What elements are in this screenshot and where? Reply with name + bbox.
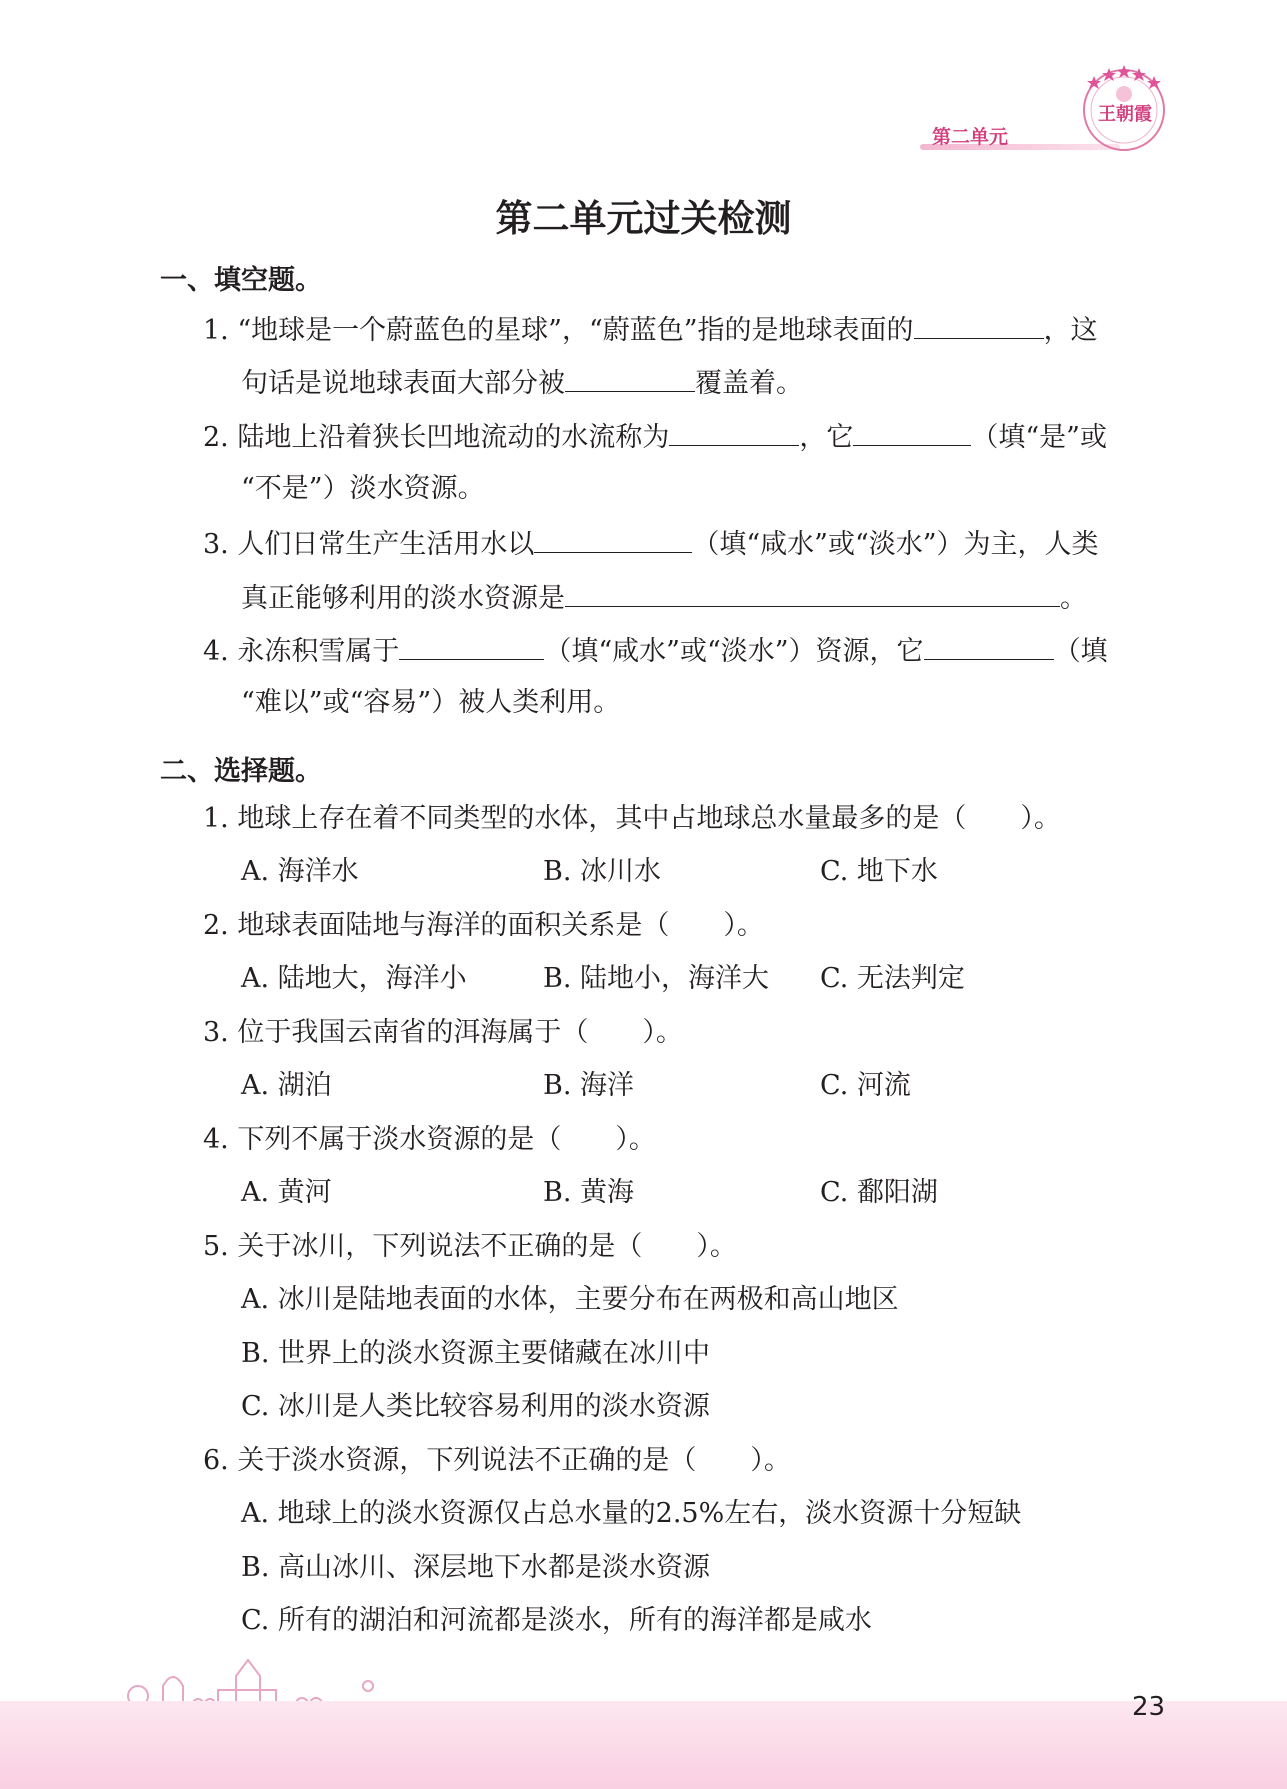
mc-q6-option-b[interactable]: B. 高山冰川、深层地下水都是淡水资源 bbox=[241, 1552, 711, 1583]
mc-q5-option-a[interactable]: A. 冰川是陆地表面的水体，主要分布在两极和高山地区 bbox=[241, 1284, 899, 1315]
footer-band bbox=[0, 1701, 1287, 1789]
mc-q5-option-c[interactable]: C. 冰川是人类比较容易利用的淡水资源 bbox=[241, 1391, 710, 1422]
mc-q1-option-a[interactable]: A. 海洋水 bbox=[241, 856, 359, 887]
q4-blank-2[interactable] bbox=[924, 631, 1054, 660]
q1-text-a: 1. “地球是一个蔚蓝色的星球”，“蔚蓝色”指的是地球表面的 bbox=[203, 315, 914, 346]
q3-text-a: 3. 人们日常生产生活用水以 bbox=[203, 529, 535, 560]
mc-q4-option-a[interactable]: A. 黄河 bbox=[241, 1177, 332, 1208]
mc-q6-option-c[interactable]: C. 所有的湖泊和河流都是淡水，所有的海洋都是咸水 bbox=[241, 1605, 872, 1636]
q3-text-d: 。 bbox=[1060, 583, 1087, 614]
q4-line1 bbox=[203, 631, 1108, 671]
q1-line2 bbox=[241, 363, 803, 403]
mc-q2-option-c[interactable]: C. 无法判定 bbox=[820, 963, 965, 994]
q2-line1 bbox=[203, 417, 1107, 457]
mc-q3-option-a[interactable]: A. 湖泊 bbox=[241, 1070, 332, 1101]
q1-text-d: 覆盖着。 bbox=[695, 368, 803, 399]
q3-text-c: 真正能够利用的淡水资源是 bbox=[241, 583, 565, 614]
q2-text-b: ，它 bbox=[799, 422, 854, 453]
q3-blank-2[interactable] bbox=[565, 578, 1060, 607]
brand-seal-logo bbox=[1072, 58, 1182, 158]
mc-q3-stem: 3. 位于我国云南省的洱海属于（ ）。 bbox=[203, 1017, 683, 1048]
mc-q6-stem: 6. 关于淡水资源，下列说法不正确的是（ ）。 bbox=[203, 1445, 791, 1476]
q1-line1 bbox=[203, 310, 1098, 350]
q2-line2: “不是”）淡水资源。 bbox=[241, 473, 485, 504]
mc-q2-option-a[interactable]: A. 陆地大，海洋小 bbox=[241, 963, 467, 994]
mc-q4-stem: 4. 下列不属于淡水资源的是（ ）。 bbox=[203, 1124, 656, 1155]
q1-blank-1[interactable] bbox=[914, 310, 1044, 339]
mc-q2-option-b[interactable]: B. 陆地小，海洋大 bbox=[543, 963, 770, 994]
q4-text-a: 4. 永冻积雪属于 bbox=[203, 636, 400, 667]
mc-q3-option-b[interactable]: B. 海洋 bbox=[543, 1070, 635, 1101]
mc-q1-stem: 1. 地球上存在着不同类型的水体，其中占地球总水量最多的是（ ）。 bbox=[203, 803, 1061, 834]
q4-text-b: （填“咸水”或“淡水”）资源，它 bbox=[544, 636, 924, 667]
q3-line2 bbox=[241, 578, 1087, 618]
mc-q3-option-c[interactable]: C. 河流 bbox=[820, 1070, 911, 1101]
mc-q6-option-a[interactable]: A. 地球上的淡水资源仅占总水量的2.5%左右，淡水资源十分短缺 bbox=[241, 1498, 1022, 1529]
q1-text-c: 句话是说地球表面大部分被 bbox=[241, 368, 565, 399]
q4-blank-1[interactable] bbox=[399, 631, 544, 660]
section-heading-multiple-choice: 二、选择题。 bbox=[160, 756, 322, 787]
section-heading-fill-blank: 一、填空题。 bbox=[160, 265, 322, 296]
q2-text-c: （填“是”或 bbox=[971, 422, 1107, 453]
q2-blank-1[interactable] bbox=[669, 417, 799, 446]
q3-line1 bbox=[203, 524, 1099, 564]
q4-text-c: （填 bbox=[1053, 636, 1108, 667]
seal-text: 王朝霞 bbox=[1098, 104, 1152, 125]
q1-text-b: ，这 bbox=[1043, 315, 1098, 346]
page-title: 第二单元过关检测 bbox=[495, 197, 792, 240]
mc-q4-option-c[interactable]: C. 鄱阳湖 bbox=[820, 1177, 938, 1208]
mc-q2-stem: 2. 地球表面陆地与海洋的面积关系是（ ）。 bbox=[203, 910, 764, 941]
q2-blank-2[interactable] bbox=[853, 417, 971, 446]
unit-label: 第二单元 bbox=[932, 126, 1009, 148]
mc-q1-option-c[interactable]: C. 地下水 bbox=[820, 856, 938, 887]
mc-q4-option-b[interactable]: B. 黄海 bbox=[543, 1177, 635, 1208]
q3-blank-1[interactable] bbox=[534, 524, 692, 553]
mc-q5-option-b[interactable]: B. 世界上的淡水资源主要储藏在冰川中 bbox=[241, 1338, 711, 1369]
mc-q5-stem: 5. 关于冰川，下列说法不正确的是（ ）。 bbox=[203, 1231, 737, 1262]
q3-text-b: （填“咸水”或“淡水”）为主，人类 bbox=[692, 529, 1099, 560]
q2-text-a: 2. 陆地上沿着狭长凹地流动的水流称为 bbox=[203, 422, 670, 453]
page-number: 23 bbox=[1132, 1692, 1166, 1722]
mc-q1-option-b[interactable]: B. 冰川水 bbox=[543, 856, 662, 887]
q4-line2: “难以”或“容易”）被人类利用。 bbox=[241, 687, 621, 718]
q1-blank-2[interactable] bbox=[565, 363, 695, 392]
